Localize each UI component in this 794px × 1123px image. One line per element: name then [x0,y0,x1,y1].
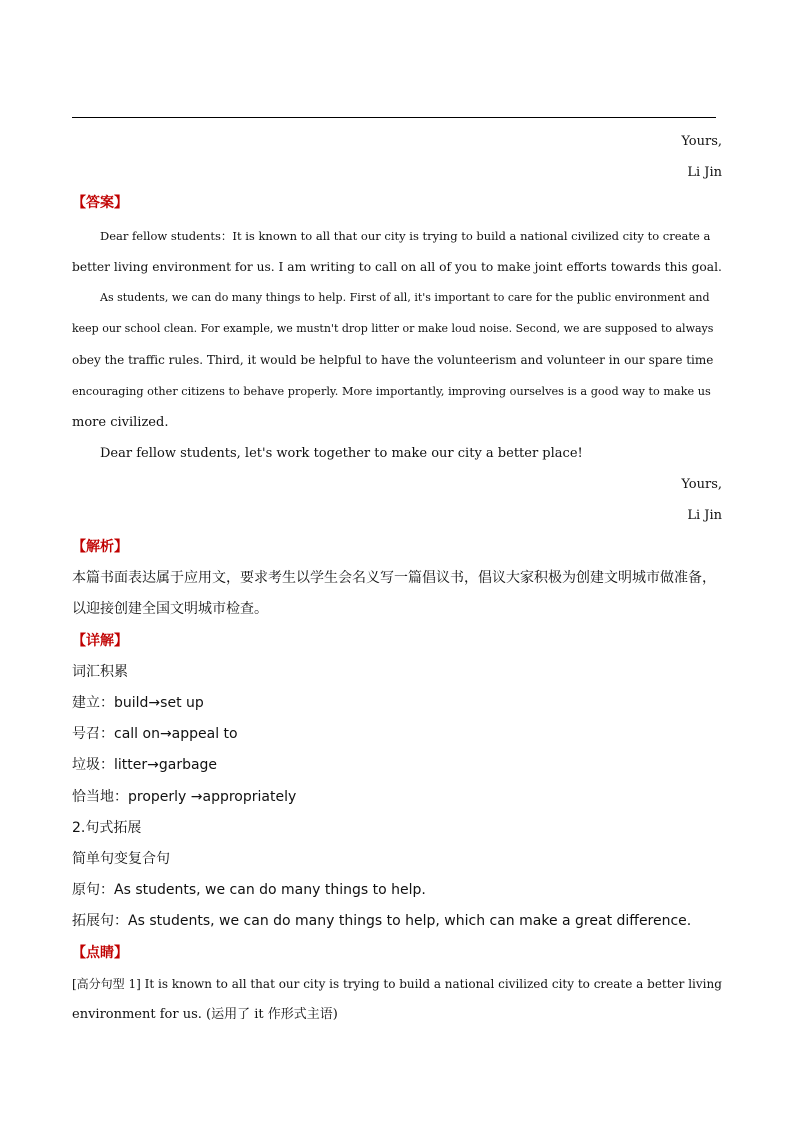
details-line: 2.句式拓展 [72,820,142,836]
details-line: 原句：As students, we can do many things to help. [72,882,426,898]
highlight-line: environment for us. (运用了 it 作形式主语) [72,1007,338,1022]
analysis-line: 本篇书面表达属于应用文，要求考生以学生会名义写一篇倡议书，倡议大家积极为创建文明城市做准备， [72,570,716,586]
answer-line: Dear fellow students, let's work together to make our city a better place! [100,446,583,461]
details-line: 号召：call on→appeal to [72,726,238,742]
answer-line: more civilized. [72,415,169,430]
highlight-tag: 【点睛】 [72,945,128,961]
answer-yours: Yours, [681,477,722,492]
details-line: 恰当地：properly →appropriately [72,789,297,805]
details-line: 拓展句：As students, we can do many things to help, which can make a great difference. [72,913,692,929]
highlight-line: [高分句型 1] It is known to all that our city is trying to build a national civilized city to create a better living [72,977,722,991]
details-line: 词汇积累 [72,664,128,680]
closing-name: Li Jin [687,165,722,180]
details-line: 垃圾：litter→garbage [72,757,218,773]
answer-tag: 【答案】 [72,195,128,211]
analysis-tag: 【解析】 [72,539,128,555]
details-line: 简单句变复合句 [72,851,170,867]
analysis-line: 以迎接创建全国文明城市检查。 [72,601,268,617]
closing-yours: Yours, [681,134,722,149]
answer-line: obey the traffic rules. Third, it would be helpful to have the volunteerism and volunteer in our spare time [72,353,714,367]
answer-line: keep our school clean. For example, we mustn't drop litter or make loud noise. Second, we are supposed to always [72,322,714,335]
answer-line: As students, we can do many things to help. First of all, it's important to care for the public environment and [100,291,710,304]
answer-name: Li Jin [687,508,722,523]
details-line: 建立：build→set up [72,695,204,711]
top-divider [72,117,716,118]
answer-line: better living environment for us. I am writing to call on all of you to make joint efforts towards this goal. [72,260,722,274]
answer-line: encouraging other citizens to behave properly. More importantly, improving ourselves is a good way to make us [72,385,711,398]
details-tag: 【详解】 [72,633,128,649]
answer-line: Dear fellow students：It is known to all that our city is trying to build a national civilized city to create a [100,229,711,243]
